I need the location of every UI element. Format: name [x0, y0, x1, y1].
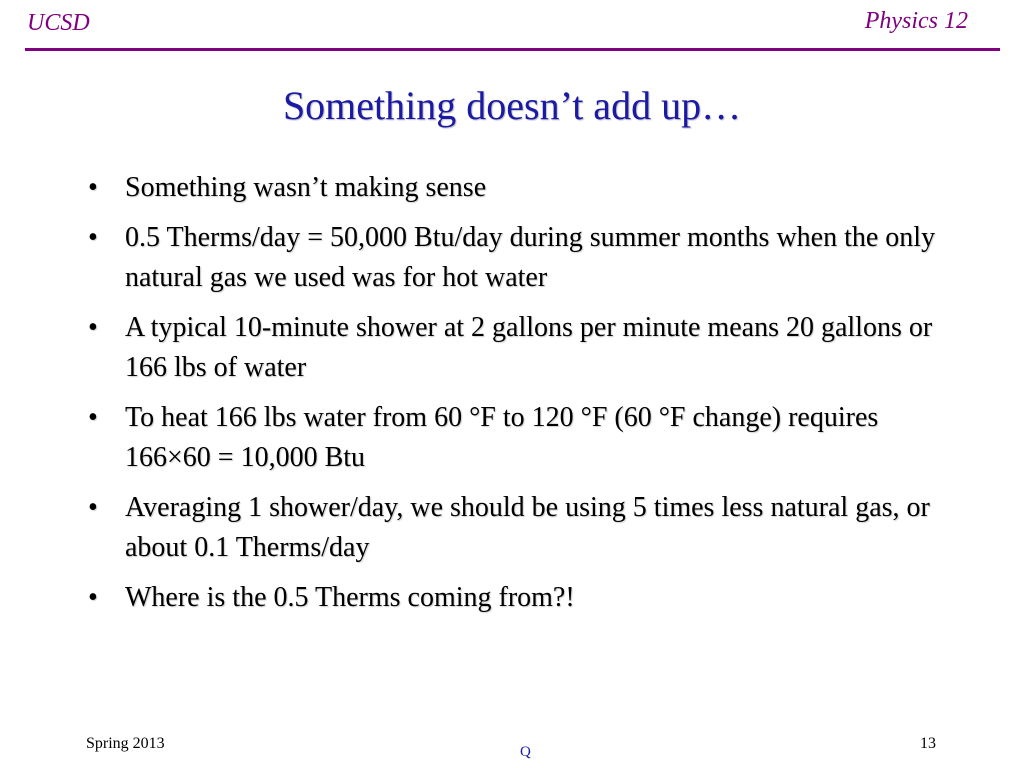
header-institution: UCSD: [27, 10, 90, 36]
bullet-item: • Where is the 0.5 Therms coming from?!: [88, 578, 948, 618]
bullet-list: [88, 168, 948, 628]
footer-term: Spring 2013: [86, 735, 165, 752]
bullet-item: • To heat 166 lbs water from 60 °F to 120 °F (60 °F change) requires 166×60 = 10,000 Btu: [88, 398, 948, 478]
bullet-item: • 0.5 Therms/day = 50,000 Btu/day during summer months when the only natural gas we used was for hot water: [88, 218, 948, 298]
footer-center-mark: Q: [520, 744, 531, 760]
bullet-item: • A typical 10-minute shower at 2 gallons per minute means 20 gallons or 166 lbs of water: [88, 308, 948, 388]
bullet-item: • Something wasn’t making sense: [88, 168, 948, 208]
slide-title: Something doesn’t add up…: [282, 83, 742, 128]
bullet-item: • Averaging 1 shower/day, we should be using 5 times less natural gas, or about 0.1 Therms/day: [88, 488, 948, 568]
page-number: 13: [920, 735, 936, 752]
header-course: Physics 12: [864, 8, 968, 34]
header-divider: [25, 48, 1000, 51]
